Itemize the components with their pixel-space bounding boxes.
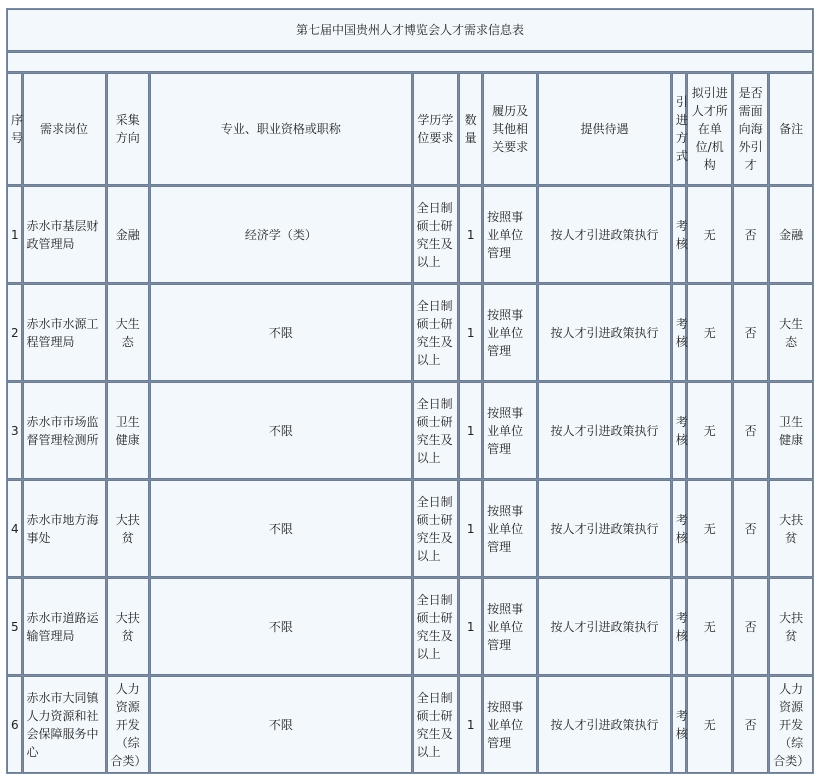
cell-major: 不限 [150, 578, 412, 675]
table-row [7, 480, 813, 577]
cell-remark: 大生态 [769, 284, 813, 381]
cell-remark: 金融 [769, 186, 813, 283]
cell-edu: 全日制硕士研究生及以上 [413, 284, 459, 381]
table-row [7, 186, 813, 283]
cell-method: 考核 [672, 676, 687, 773]
cell-major: 不限 [150, 284, 412, 381]
table-row [7, 284, 813, 381]
cell-qty: 1 [459, 480, 482, 577]
cell-unit: 无 [687, 578, 732, 675]
cell-qty: 1 [459, 578, 482, 675]
cell-overseas: 否 [733, 186, 768, 283]
table-row [7, 578, 813, 675]
header-row [7, 73, 813, 185]
cell-post: 赤水市大同镇人力资源和社会保障服务中心 [23, 676, 106, 773]
cell-method: 考核 [672, 284, 687, 381]
cell-post: 赤水市道路运输管理局 [23, 578, 106, 675]
cell-method: 考核 [672, 480, 687, 577]
cell-direction: 大扶贫 [107, 480, 150, 577]
header-direction: 采集方向 [107, 73, 150, 185]
cell-qty: 1 [459, 382, 482, 479]
cell-resume: 按照事业单位管理 [483, 284, 537, 381]
cell-treatment: 按人才引进政策执行 [538, 186, 671, 283]
cell-edu: 全日制硕士研究生及以上 [413, 578, 459, 675]
cell-qty: 1 [459, 186, 482, 283]
cell-remark: 大扶贫 [769, 578, 813, 675]
header-post: 需求岗位 [23, 73, 106, 185]
cell-overseas: 否 [733, 676, 768, 773]
cell-edu: 全日制硕士研究生及以上 [413, 382, 459, 479]
cell-edu: 全日制硕士研究生及以上 [413, 186, 459, 283]
cell-direction: 人力资源开发（综合类） [107, 676, 150, 773]
header-qty: 数量 [459, 73, 482, 185]
cell-direction: 卫生健康 [107, 382, 150, 479]
cell-resume: 按照事业单位管理 [483, 382, 537, 479]
cell-no: 4 [7, 480, 22, 577]
cell-no: 6 [7, 676, 22, 773]
table-container [6, 8, 814, 774]
header-no: 序号 [7, 73, 22, 185]
cell-treatment: 按人才引进政策执行 [538, 676, 671, 773]
cell-edu: 全日制硕士研究生及以上 [413, 480, 459, 577]
cell-unit: 无 [687, 284, 732, 381]
cell-treatment: 按人才引进政策执行 [538, 480, 671, 577]
cell-overseas: 否 [733, 382, 768, 479]
cell-major: 不限 [150, 480, 412, 577]
header-unit: 拟引进人才所在单位/机构 [687, 73, 732, 185]
header-overseas: 是否需面向海外引才 [733, 73, 768, 185]
cell-major: 不限 [150, 676, 412, 773]
cell-no: 5 [7, 578, 22, 675]
cell-no: 1 [7, 186, 22, 283]
cell-treatment: 按人才引进政策执行 [538, 382, 671, 479]
cell-treatment: 按人才引进政策执行 [538, 284, 671, 381]
blank-row [7, 52, 813, 72]
cell-remark: 人力资源开发（综合类） [769, 676, 813, 773]
cell-method: 考核 [672, 382, 687, 479]
cell-unit: 无 [687, 676, 732, 773]
talent-demand-table [6, 8, 814, 774]
cell-resume: 按照事业单位管理 [483, 676, 537, 773]
header-treatment: 提供待遇 [538, 73, 671, 185]
cell-method: 考核 [672, 578, 687, 675]
table-title: 第七届中国贵州人才博览会人才需求信息表 [7, 9, 813, 51]
cell-post: 赤水市地方海事处 [23, 480, 106, 577]
cell-no: 3 [7, 382, 22, 479]
cell-treatment: 按人才引进政策执行 [538, 578, 671, 675]
cell-direction: 大扶贫 [107, 578, 150, 675]
cell-no: 2 [7, 284, 22, 381]
cell-edu: 全日制硕士研究生及以上 [413, 676, 459, 773]
cell-unit: 无 [687, 186, 732, 283]
cell-resume: 按照事业单位管理 [483, 186, 537, 283]
title-row [7, 9, 813, 51]
cell-resume: 按照事业单位管理 [483, 578, 537, 675]
header-method: 引进方式 [672, 73, 687, 185]
table-row [7, 382, 813, 479]
cell-qty: 1 [459, 284, 482, 381]
cell-overseas: 否 [733, 578, 768, 675]
cell-direction: 金融 [107, 186, 150, 283]
cell-post: 赤水市基层财政管理局 [23, 186, 106, 283]
cell-resume: 按照事业单位管理 [483, 480, 537, 577]
cell-post: 赤水市市场监督管理检测所 [23, 382, 106, 479]
header-edu: 学历学位要求 [413, 73, 459, 185]
header-major: 专业、职业资格或职称 [150, 73, 412, 185]
header-remark: 备注 [769, 73, 813, 185]
cell-overseas: 否 [733, 284, 768, 381]
cell-method: 考核 [672, 186, 687, 283]
table-row [7, 676, 813, 773]
cell-direction: 大生态 [107, 284, 150, 381]
cell-major: 不限 [150, 382, 412, 479]
cell-unit: 无 [687, 480, 732, 577]
cell-post: 赤水市水源工程管理局 [23, 284, 106, 381]
cell-qty: 1 [459, 676, 482, 773]
blank-cell [7, 52, 813, 72]
header-resume: 履历及其他相关要求 [483, 73, 537, 185]
cell-remark: 卫生健康 [769, 382, 813, 479]
cell-major: 经济学（类） [150, 186, 412, 283]
cell-overseas: 否 [733, 480, 768, 577]
cell-unit: 无 [687, 382, 732, 479]
cell-remark: 大扶贫 [769, 480, 813, 577]
